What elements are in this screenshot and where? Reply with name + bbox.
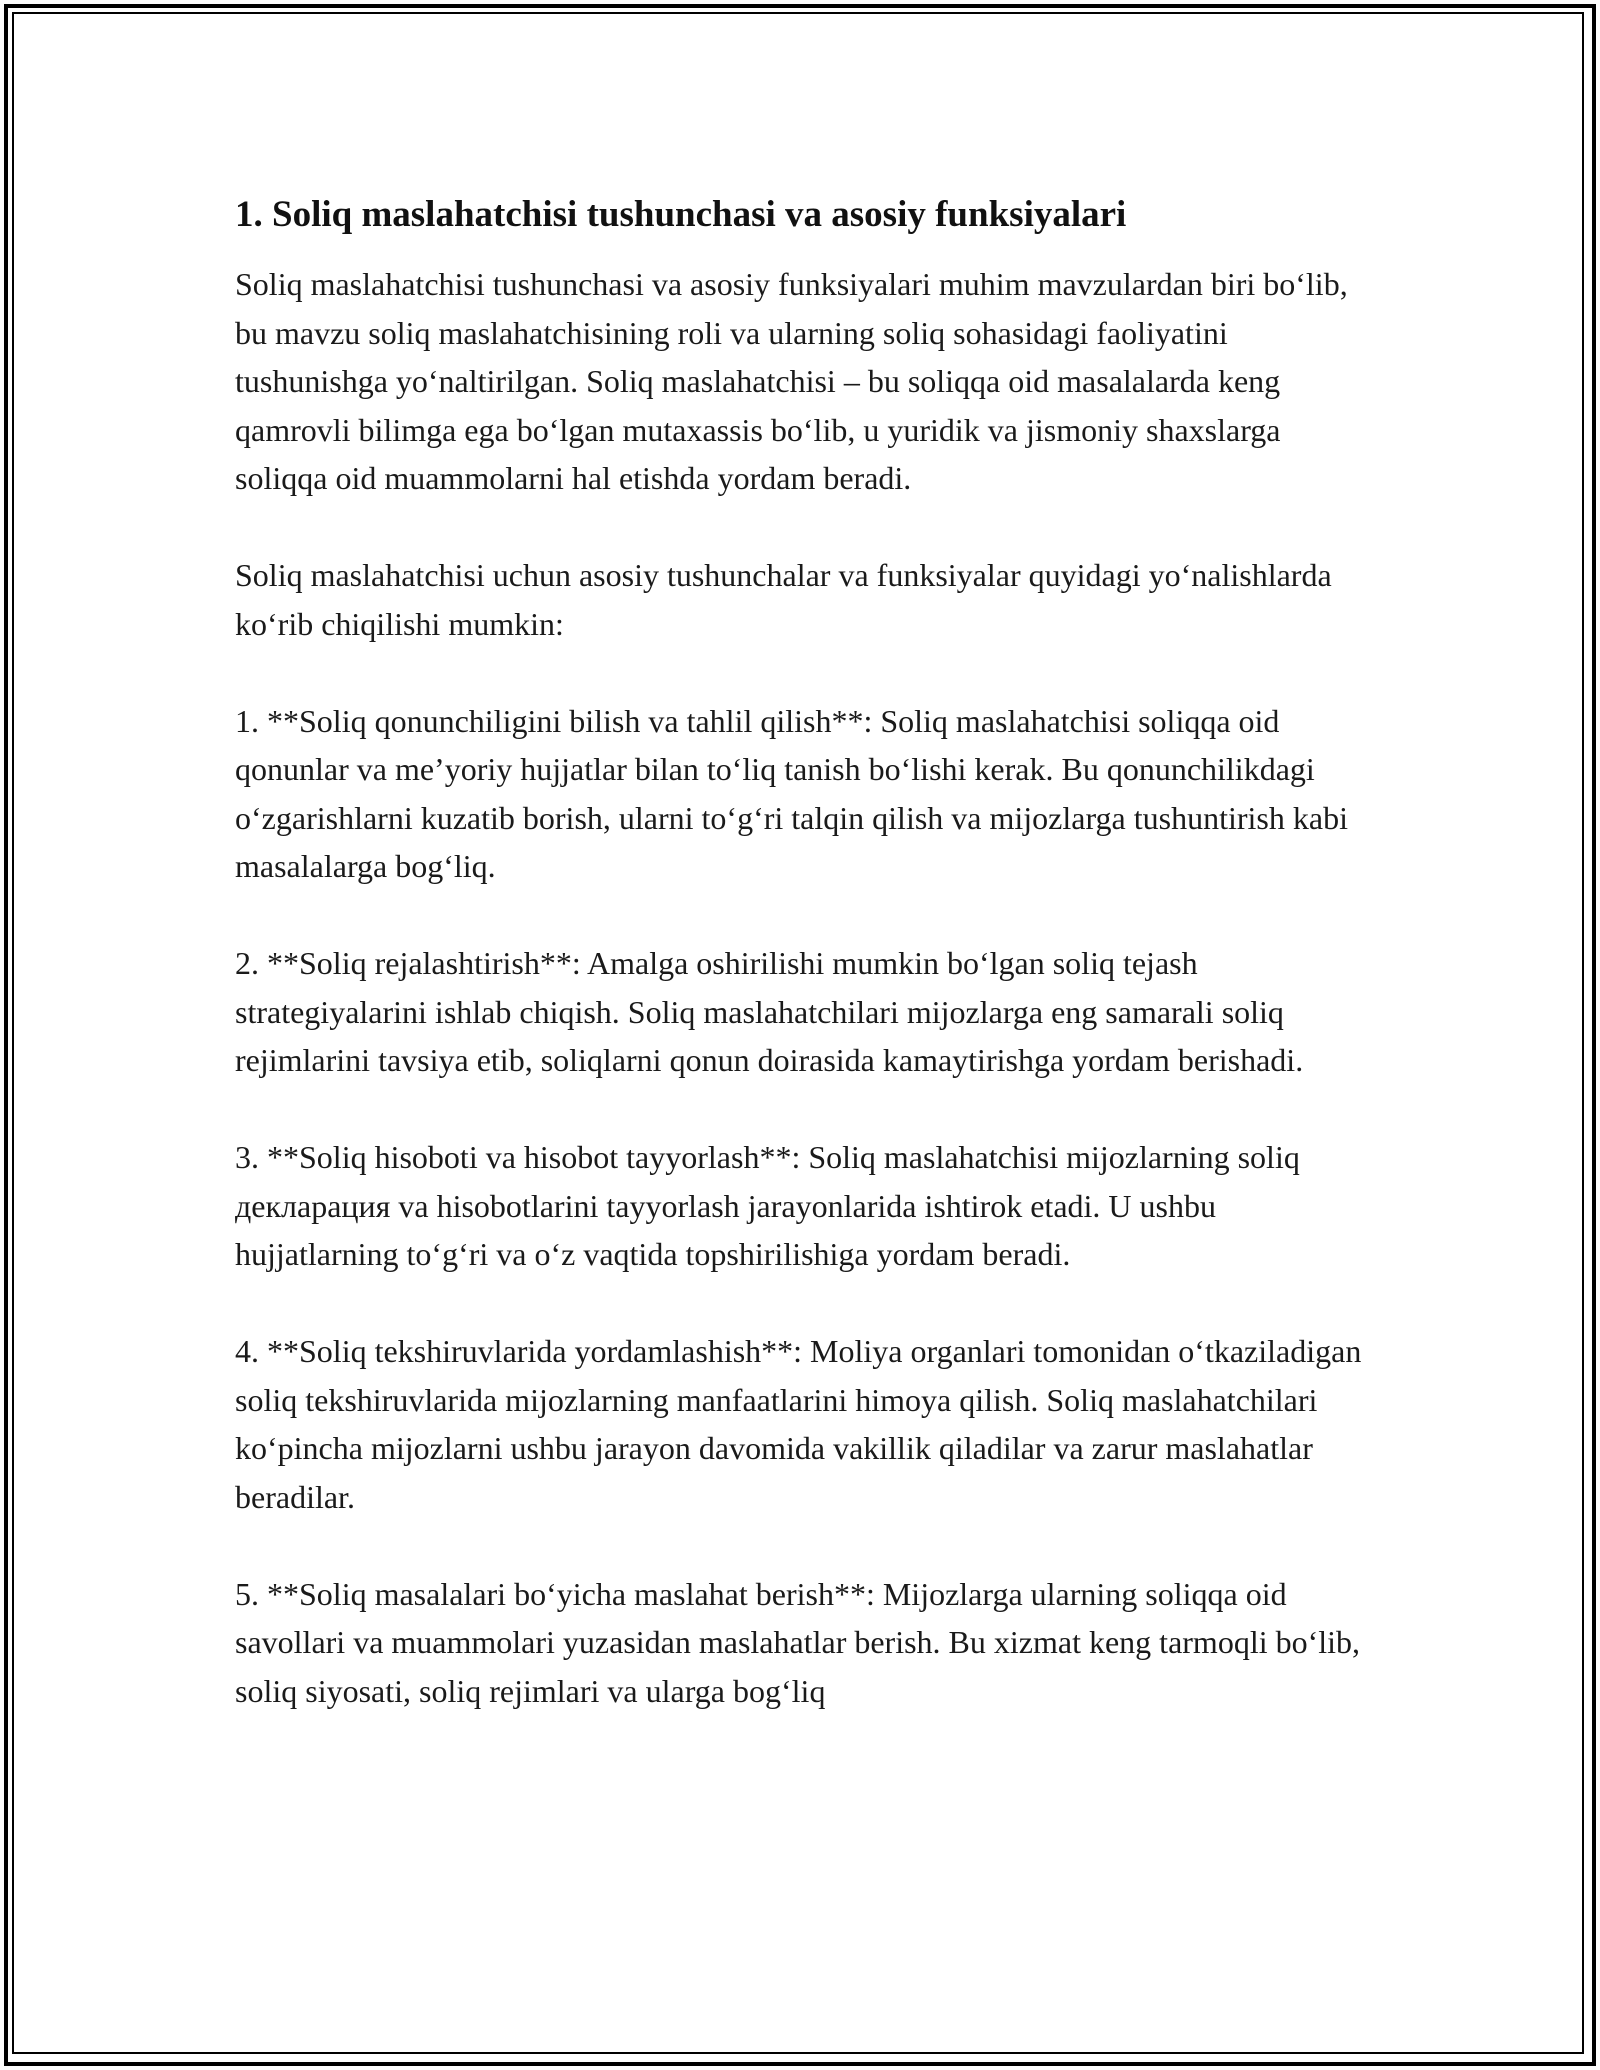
- list-item-1: 1. **Soliq qonunchiligini bilish va tahlil qilish**: Soliq maslahatchisi soliqqa oid qonunlar va me’yoriy hujjatlar bilan to‘liq tanish bo‘lishi kerak. Bu qonunchilikdagi o‘zgarishlarni kuzatib borish, ularni to‘g‘ri talqin qilish va mijozlarga tushuntirish kabi masalalarga bog‘liq.: [235, 702, 1348, 884]
- section-heading: 1. Soliq maslahatchisi tushunchasi va asosiy funksiyalari: [235, 194, 1127, 235]
- paragraph-lead-in: Soliq maslahatchisi uchun asosiy tushunchalar va funksiyalar quyidagi yo‘nalishlarda ko‘rib chiqilishi mumkin:: [235, 557, 1332, 642]
- document-page: [235, 178, 1375, 1764]
- list-item-4: 4. **Soliq tekshiruvlarida yordamlashish**: Moliya organlari tomonidan o‘tkaziladigan soliq tekshiruvlarida mijozlarning manfaatlarini himoya qilish. Soliq maslahatchilari ko‘pincha mijozlarni ushbu jarayon davomida vakillik qiladilar va zarur maslahatlar beradilar.: [235, 1333, 1362, 1515]
- list-item-2: 2. **Soliq rejalashtirish**: Amalga oshirilishi mumkin bo‘lgan soliq tejash strategiyalarini ishlab chiqish. Soliq maslahatchilari mijozlarga eng samarali soliq rejimlarini tavsiya etib, soliqlarni qonun doirasida kamaytirishga yordam berishadi.: [235, 945, 1304, 1078]
- list-item-3: 3. **Soliq hisoboti va hisobot tayyorlash**: Soliq maslahatchisi mijozlarning soliq декларация va hisobotlarini tayyorlash jarayonlarida ishtirok etadi. U ushbu hujjatlarning to‘g‘ri va o‘z vaqtida topshirilishiga yordam beradi.: [235, 1139, 1300, 1272]
- paragraph-intro: Soliq maslahatchisi tushunchasi va asosiy funksiyalari muhim mavzulardan biri bo‘lib, bu mavzu soliq maslahatchisining roli va ularning soliq sohasidagi faoliyatini tushunishga yo‘naltirilgan. Soliq maslahatchisi – bu soliqqa oid masalalarda keng qamrovli bilimga ega bo‘lgan mutaxassis bo‘lib, u yuridik va jismoniy shaxslarga soliqqa oid muammolarni hal etishda yordam beradi.: [235, 266, 1348, 496]
- list-item-5: 5. **Soliq masalalari bo‘yicha maslahat berish**: Mijozlarga ularning soliqqa oid savollari va muammolari yuzasidan maslahatlar berish. Bu xizmat keng tarmoqli bo‘lib, soliq siyosati, soliq rejimlari va ularga bog‘liq: [235, 1575, 1361, 1709]
